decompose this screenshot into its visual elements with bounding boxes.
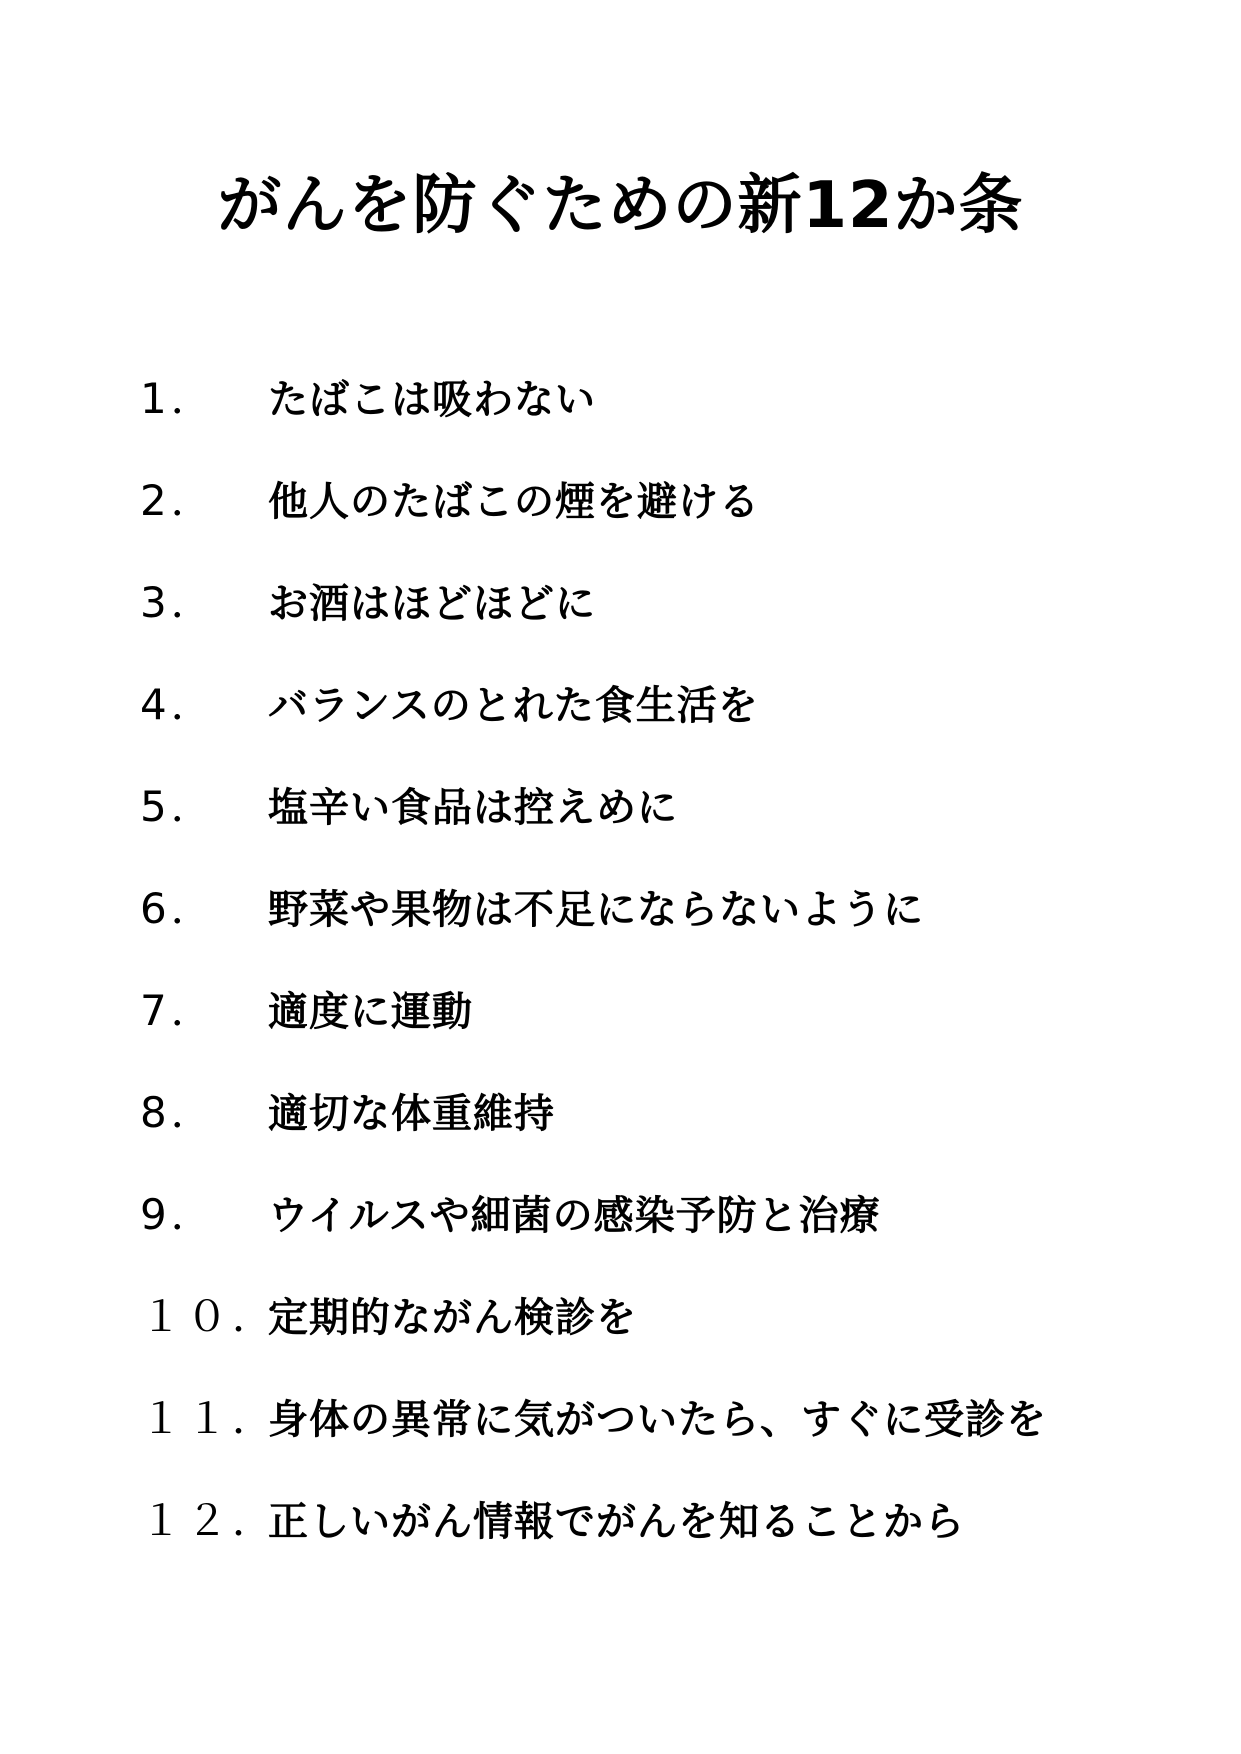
list-item-text: 塩辛い食品は控えめに [268,784,678,831]
list-item-number: １０． [140,1292,279,1341]
list-item [140,1467,1140,1569]
list-item [140,1263,1140,1365]
list-item-number: 9． [140,1190,217,1239]
list-item [140,447,1140,549]
list-item-text: 正しいがん情報でがんを知ることから [268,1498,965,1545]
list-item-text: たばこは吸わない [268,376,596,423]
list-item-number: 6． [140,884,217,933]
rules-list [140,345,1140,1569]
list-item-number: 1． [140,374,217,423]
list-item-number: １２． [140,1496,279,1545]
list-item [140,651,1140,753]
list-item-number: 5． [140,782,217,831]
list-item-text: バランスのとれた食生活を [268,682,759,729]
list-item-text: 野菜や果物は不足にならないように [268,886,924,933]
list-item-text: 適切な体重維持 [268,1090,555,1137]
list-item [140,1365,1140,1467]
list-item-text: 身体の異常に気がついたら、すぐに受診を [268,1396,1047,1443]
list-item-text: 適度に運動 [268,988,473,1035]
list-item [140,855,1140,957]
list-item-number: 4． [140,680,217,729]
list-item-number: 3． [140,578,217,627]
list-item [140,345,1140,447]
list-item [140,1059,1140,1161]
list-item [140,957,1140,1059]
list-item-number: 8． [140,1088,217,1137]
list-item-number: 2． [140,476,217,525]
list-item-text: 定期的ながん検診を [268,1294,637,1341]
list-item [140,1161,1140,1263]
page-title: がんを防ぐための新12か条 [217,168,1024,243]
list-item-text: 他人のたばこの煙を避ける [268,478,760,525]
list-item-text: お酒はほどほどに [268,580,596,627]
list-item-number: １１． [140,1394,279,1443]
list-item [140,753,1140,855]
list-item [140,549,1140,651]
list-item-number: 7． [140,986,217,1035]
list-item-text: ウイルスや細菌の感染予防と治療 [268,1192,881,1239]
